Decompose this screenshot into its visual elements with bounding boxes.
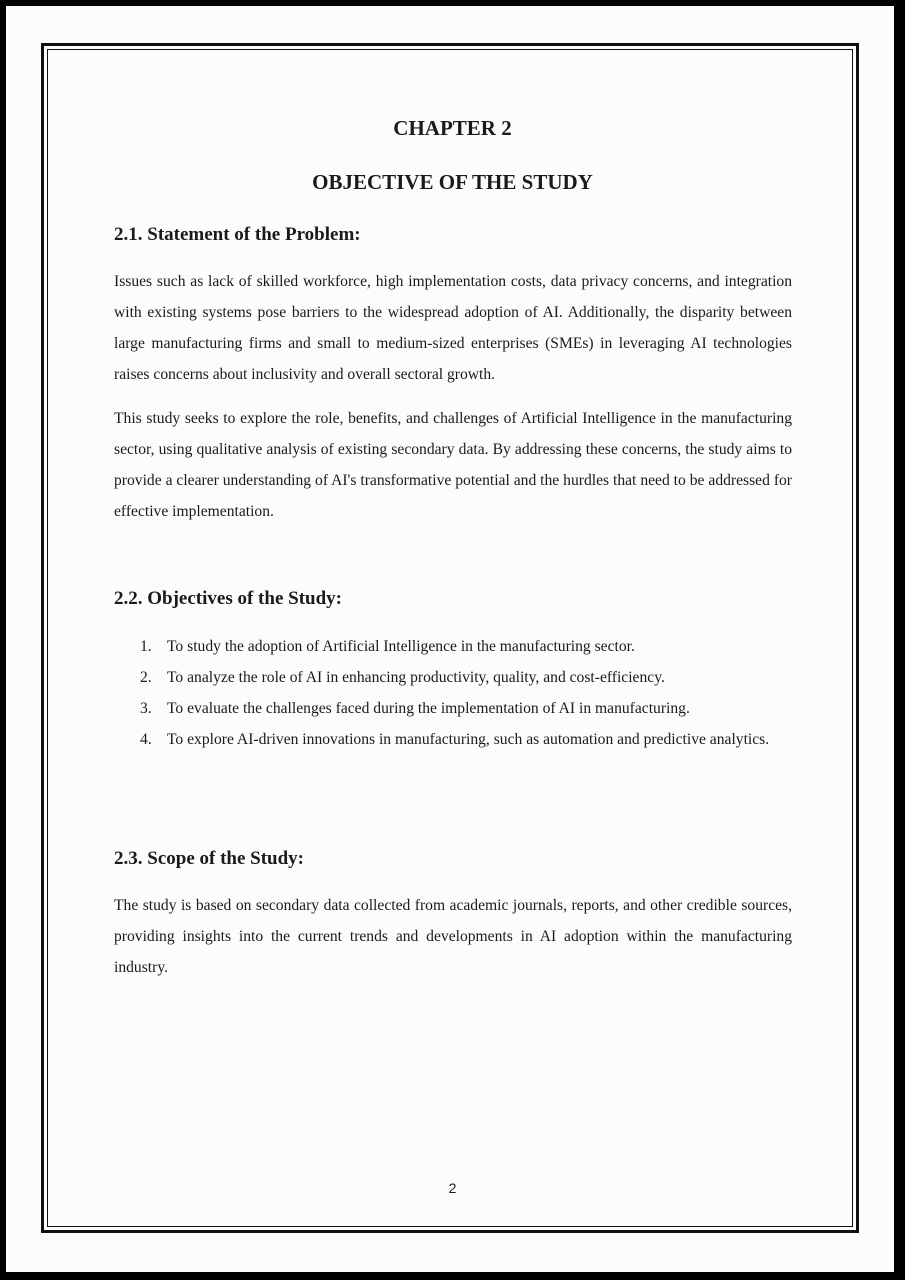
list-item [114, 662, 792, 693]
list-item [114, 693, 792, 724]
list-item [114, 724, 792, 755]
objectives-list [114, 631, 792, 755]
chapter-label: CHAPTER 2 [393, 116, 512, 140]
chapter-title: OBJECTIVE OF THE STUDY [312, 170, 593, 194]
problem-paragraph-1: Issues such as lack of skilled workforce, high implementation costs, data privacy concerns, and integration with existing systems pose barriers to the widespread adoption of AI. Additionally, the disparity between large manufacturing firms and small to medium-sized enterprises (SMEs) in leveraging AI technologies raises concerns about inclusivity and overall sectoral growth. [114, 273, 792, 383]
section-heading-scope: 2.3. Scope of the Study: [114, 848, 305, 869]
list-item-number: 3. [140, 700, 152, 717]
list-item-text: To analyze the role of AI in enhancing productivity, quality, and cost-efficiency. [167, 669, 665, 686]
list-item-number: 2. [140, 669, 152, 686]
list-item-text: To study the adoption of Artificial Intelligence in the manufacturing sector. [167, 638, 635, 655]
list-item [114, 631, 792, 662]
page-number: 2 [448, 1180, 457, 1196]
problem-paragraph-2: This study seeks to explore the role, benefits, and challenges of Artificial Intelligence in the manufacturing sector, using qualitative analysis of existing secondary data. By addressing these concerns, the study aims to provide a clearer understanding of AI's transformative potential and the hurdles that need to be addressed for effective implementation. [114, 410, 792, 520]
list-item-text: To evaluate the challenges faced during the implementation of AI in manufacturing. [167, 700, 690, 717]
list-item-number: 4. [140, 731, 152, 748]
scope-paragraph: The study is based on secondary data collected from academic journals, reports, and other credible sources, providing insights into the current trends and developments in AI adoption within the manufacturing industry. [114, 897, 792, 976]
list-item-number: 1. [140, 638, 152, 655]
section-heading-objectives: 2.2. Objectives of the Study: [114, 588, 342, 609]
list-item-text: To explore AI-driven innovations in manufacturing, such as automation and predictive analytics. [167, 731, 770, 748]
section-heading-problem: 2.1. Statement of the Problem: [114, 224, 361, 245]
